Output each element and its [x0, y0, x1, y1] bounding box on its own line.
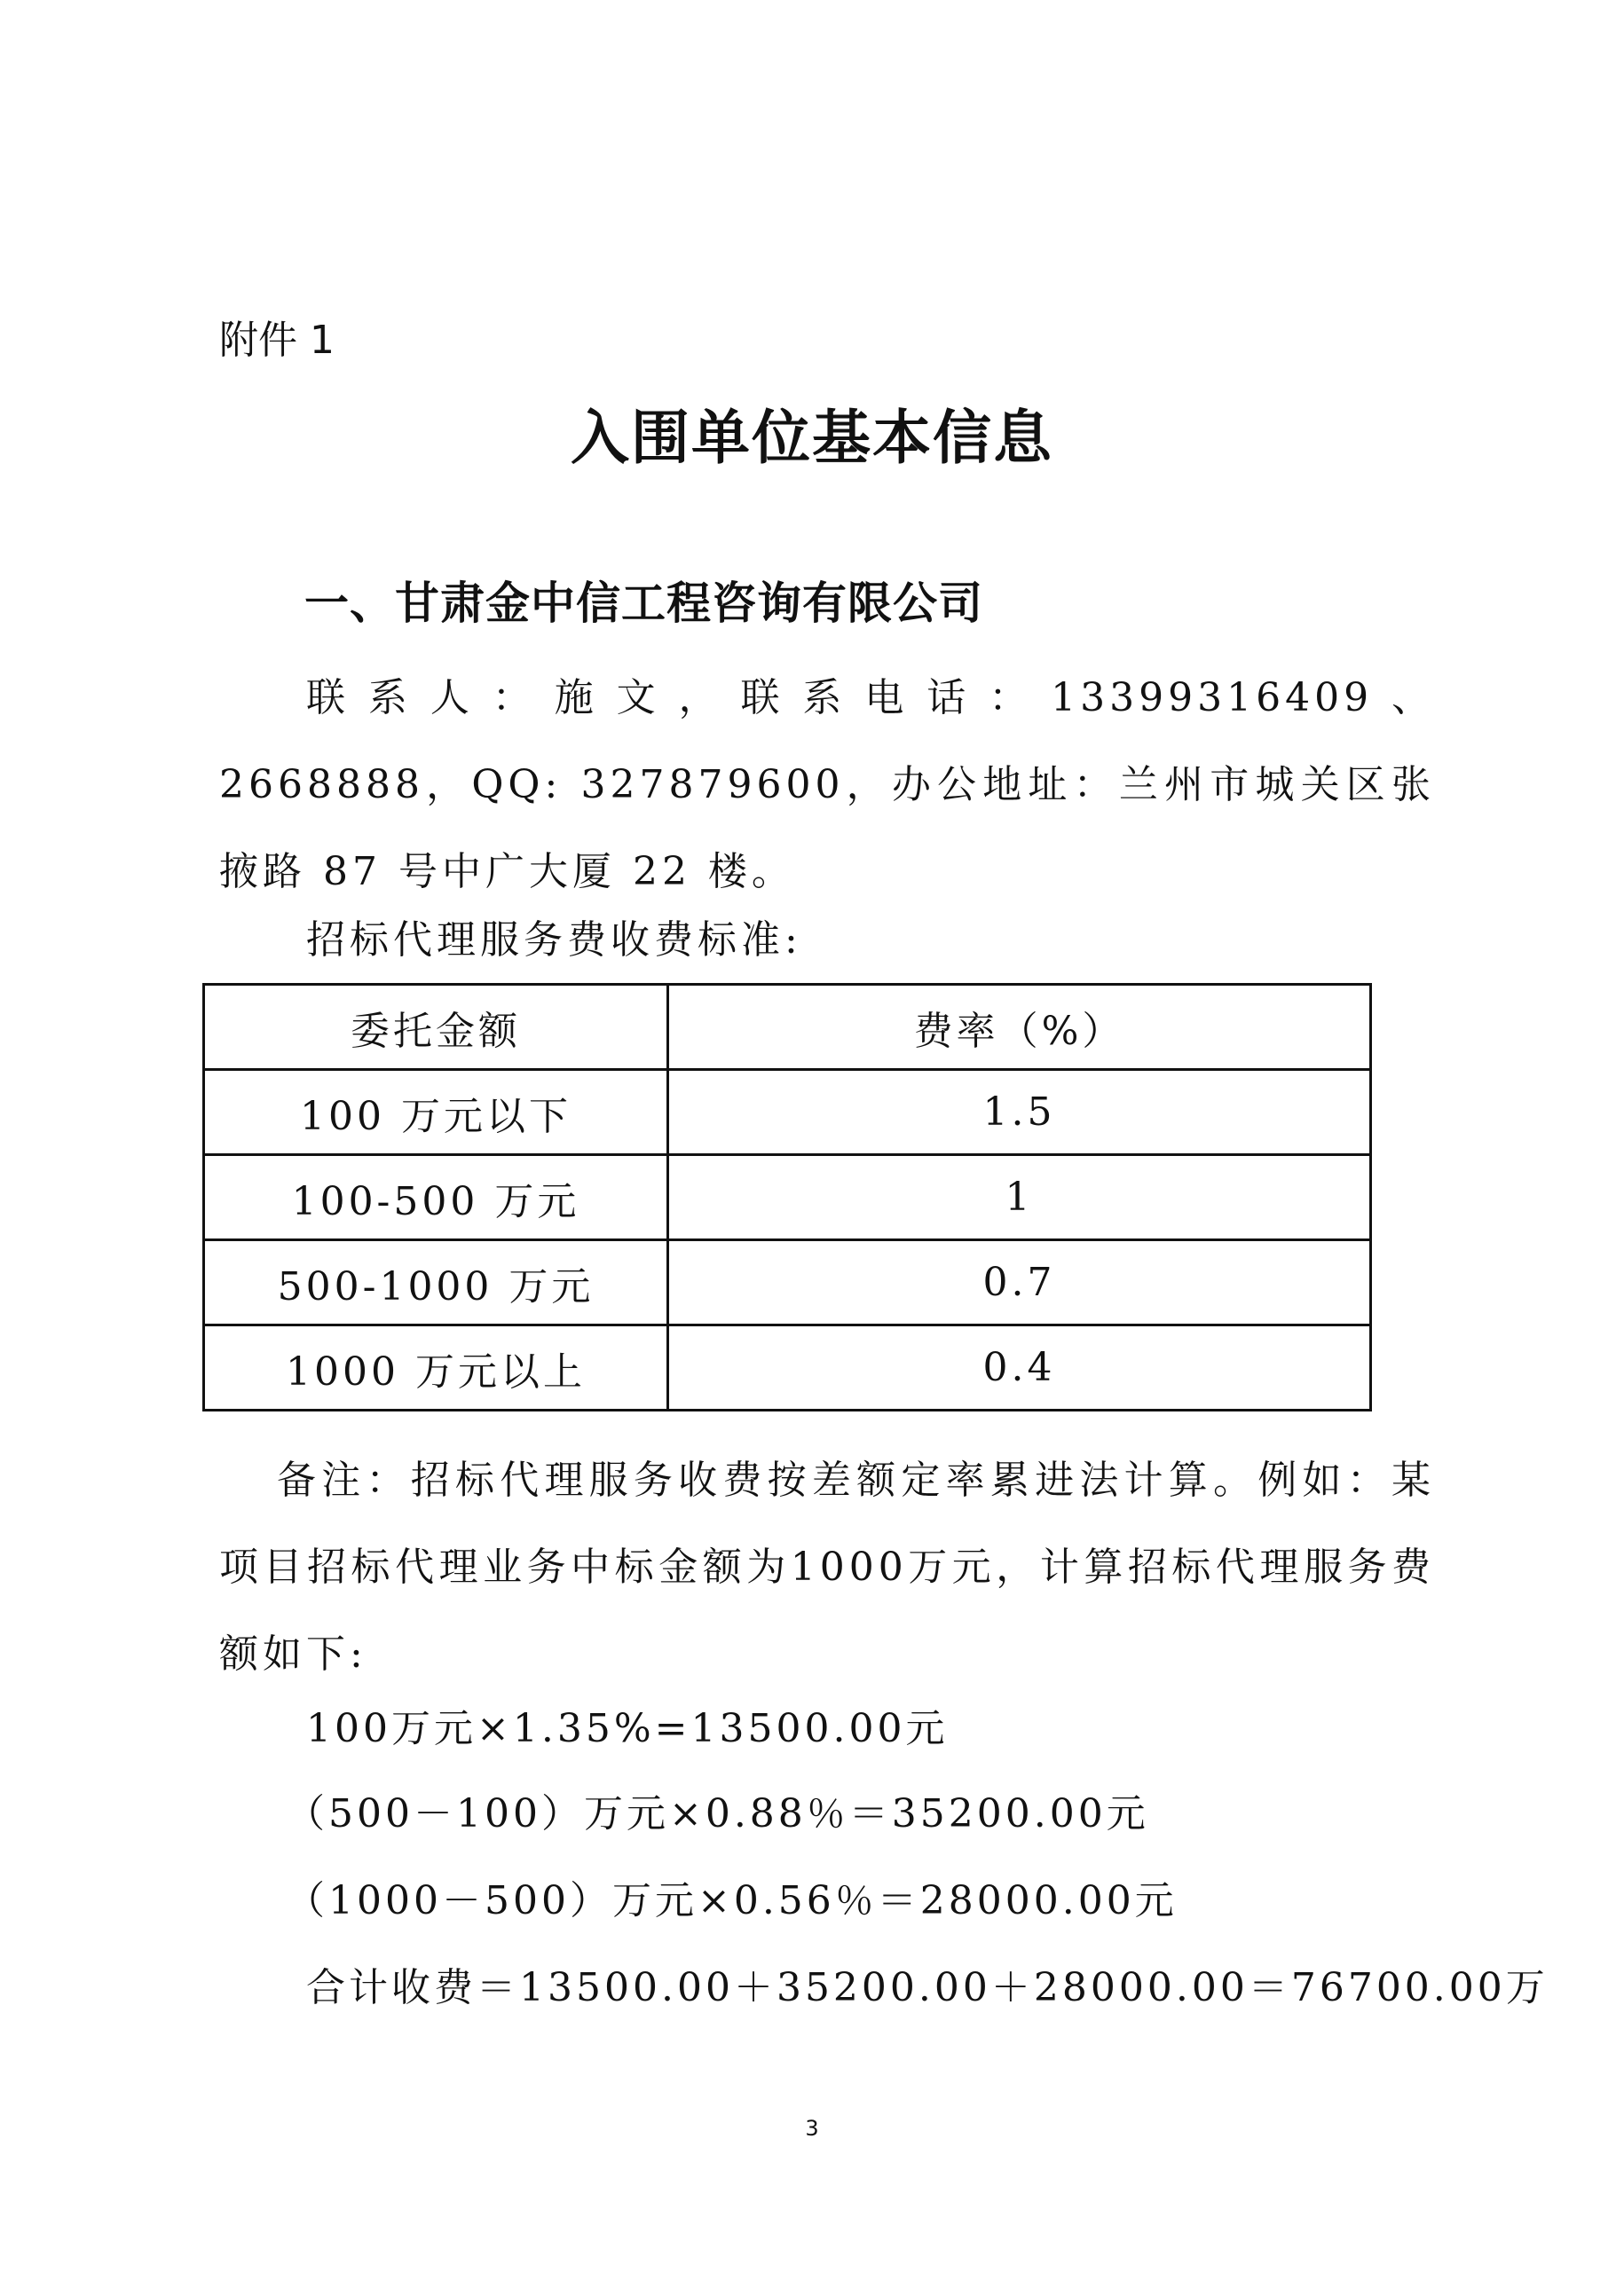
- amount-cell: 1000 万元以上: [204, 1325, 668, 1411]
- table-row: [204, 1070, 1371, 1155]
- rate-cell: 0.7: [668, 1240, 1371, 1325]
- calculation-line: （500－100）万元×0.88％＝35200.00元: [286, 1791, 1149, 1836]
- table-row: [204, 1155, 1371, 1240]
- calculation-line: 100万元×1.35%=13500.00元: [306, 1706, 949, 1751]
- fee-table: [202, 983, 1372, 1411]
- calculation-total-line: 合计收费＝13500.00＋35200.00＋28000.00＝76700.00万: [306, 1965, 1549, 2010]
- column-header-rate: 费率（%）: [668, 985, 1371, 1070]
- attachment-label: 附件 1: [219, 318, 335, 363]
- amount-cell: 100 万元以下: [204, 1070, 668, 1155]
- contact-paragraph: 联系人：施文，联系电话：13399316409、2668888，QQ: 327879600，办公地址：兰州市城关区张掖路 87 号中广大厦 22 楼。: [219, 675, 1435, 894]
- table-row: [204, 1240, 1371, 1325]
- calculation-line: （1000－500）万元×0.56％＝28000.00元: [286, 1878, 1178, 1923]
- remark-paragraph: 备注：招标代理服务收费按差额定率累进法计算。例如：某项目招标代理业务中标金额为1000万元，计算招标代理服务费额如下:: [219, 1458, 1435, 1677]
- rate-cell: 0.4: [668, 1325, 1371, 1411]
- amount-cell: 100-500 万元: [204, 1155, 668, 1240]
- page-title: 入围单位基本信息: [571, 404, 1053, 472]
- rate-cell: 1: [668, 1155, 1371, 1240]
- column-header-amount: 委托金额: [204, 985, 668, 1070]
- fee-standard-intro: 招标代理服务费收费标准:: [306, 917, 802, 963]
- rate-cell: 1.5: [668, 1070, 1371, 1155]
- table-row: [204, 1325, 1371, 1411]
- page-number: 3: [805, 2116, 819, 2141]
- amount-cell: 500-1000 万元: [204, 1240, 668, 1325]
- section-heading: 一、甘肃金中信工程咨询有限公司: [304, 578, 983, 629]
- fee-table-header-row: [204, 985, 1371, 1070]
